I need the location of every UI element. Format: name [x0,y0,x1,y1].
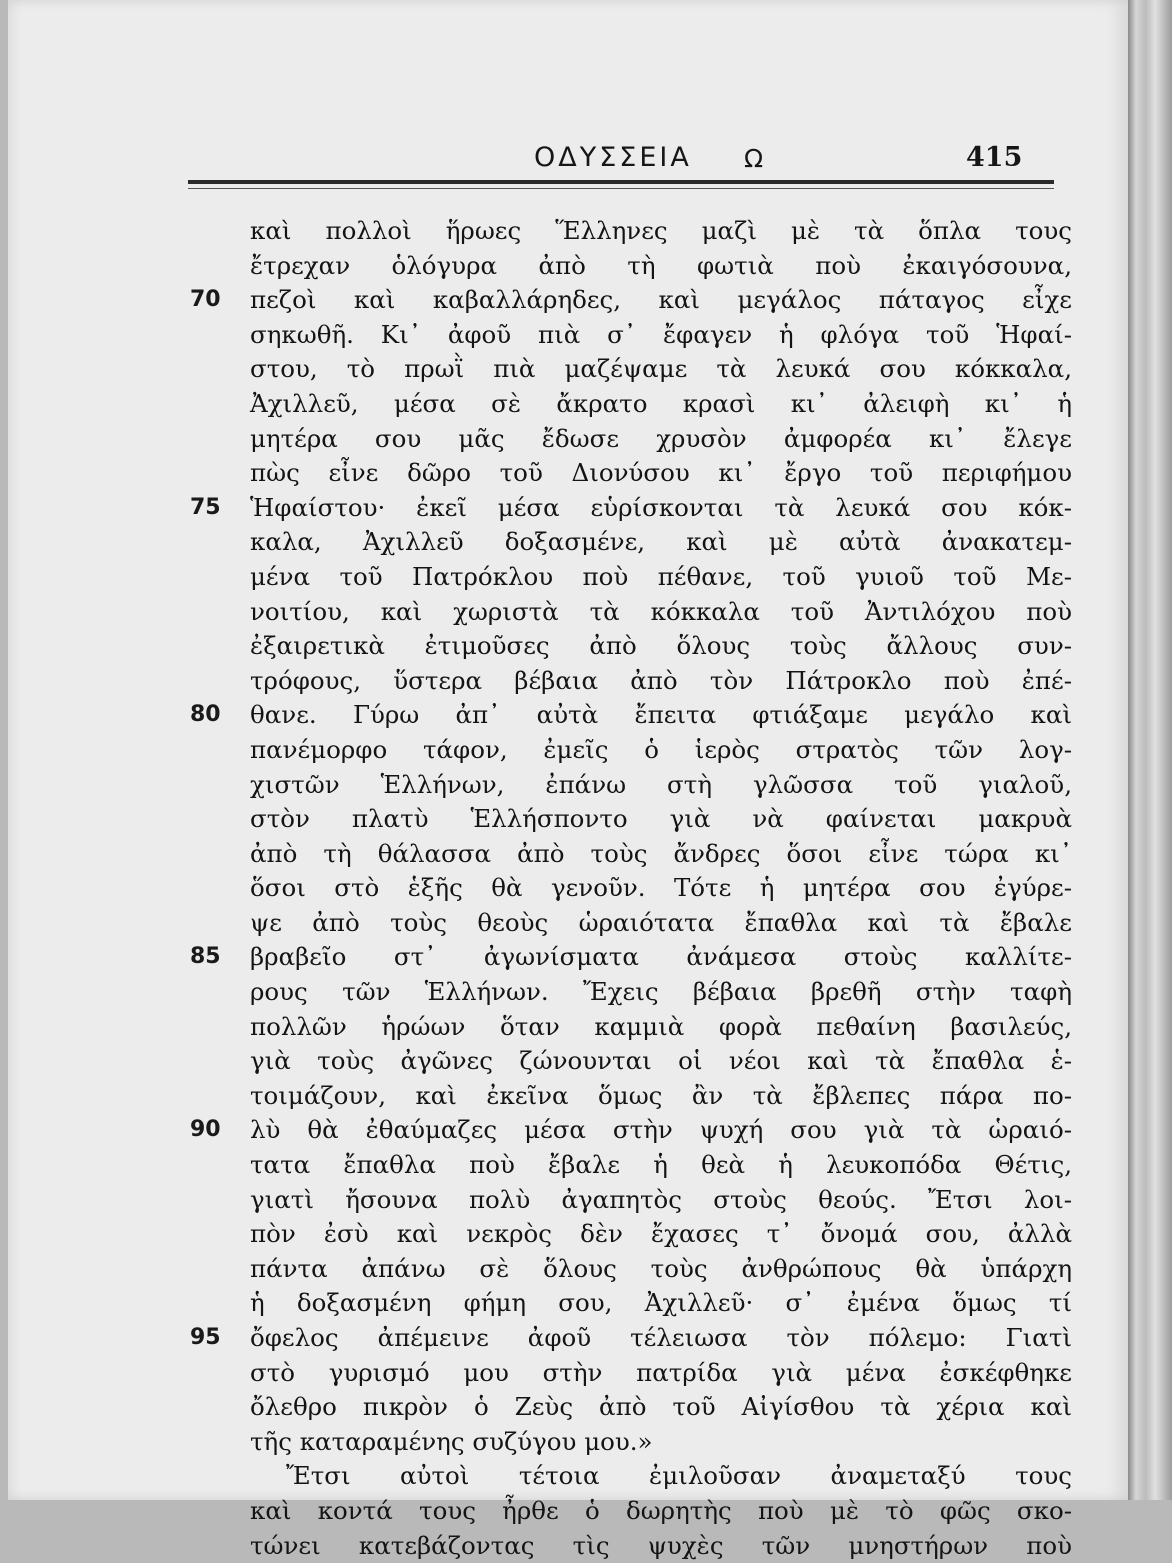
text-line [190,214,1080,249]
line-text: πὸν ἐσὺ καὶ νεκρὸς δὲν ἔχασες τ᾿ ὄνομά σου, ἀλλὰ [250,1219,1072,1249]
text-line [190,664,1080,699]
text-line [190,940,1080,975]
text-line [190,975,1080,1010]
text-line [190,1459,1080,1494]
line-text: ἔτρεχαν ὁλόγυρα ἀπὸ τὴ φωτιὰ ποὺ ἐκαιγόσουνα, [250,250,1072,280]
text-line [190,1010,1080,1045]
text-line [190,318,1080,353]
line-number: 80 [190,702,221,728]
line-text: Ἔτσι αὐτοὶ τέτοια ἐμιλοῦσαν ἀναμεταξύ τους [286,1461,1072,1491]
text-line [190,456,1080,491]
text-line [190,1356,1080,1391]
line-text: χιστῶν Ἑλλήνων, ἐπάνω στὴ γλῶσσα τοῦ γιαλοῦ, [250,769,1072,799]
text-line [190,1079,1080,1114]
line-text: ὅσοι στὸ ἑξῆς θὰ γενοῦν. Τότε ἡ μητέρα σου ἐγύρε- [250,873,1072,903]
header-rule-thin [188,188,1054,189]
header-title: ΟΔΥΣΣΕΙΑ [534,142,692,173]
text-line [190,1494,1080,1529]
line-text: πεζοὶ καὶ καβαλλάρηδες, καὶ μεγάλος πάταγος εἶχε [250,285,1072,315]
page-number: 415 [966,142,1023,173]
text-line [190,1529,1080,1563]
line-text: πὼς εἶνε δῶρο τοῦ Διονύσου κι᾿ ἔργο τοῦ περιφήμου [250,458,1072,488]
line-text: πολλῶν ἡρώων ὅταν καμμιὰ φορὰ πεθαίνη βασιλεύς, [250,1011,1072,1041]
text-line [190,595,1080,630]
text-line [190,1390,1080,1425]
line-text: Ἀχιλλεῦ, μέσα σὲ ἄκρατο κρασὶ κι᾿ ἀλειφὴ κι᾿ ἡ [250,388,1072,418]
line-number: 70 [190,287,221,313]
text-line [190,1252,1080,1287]
text-line [190,352,1080,387]
text-line [190,698,1080,733]
line-text: τατα ἔπαθλα ποὺ ἔβαλε ἡ θεὰ ἡ λευκοπόδα Θέτις, [250,1150,1072,1180]
text-line [190,906,1080,941]
line-number: 90 [190,1117,221,1143]
text-line [190,1321,1080,1356]
line-text: τρόφους, ὕστερα βέβαια ἀπὸ τὸν Πάτροκλο ποὺ ἐπέ- [250,665,1072,695]
line-text: Ἡφαίστου· ἐκεῖ μέσα εὑρίσκονται τὰ λευκά σου κόκ- [250,492,1072,522]
text-line [190,283,1080,318]
text-line [190,1113,1080,1148]
running-header [188,142,1054,182]
line-number: 75 [190,494,221,520]
text-line [190,422,1080,457]
text-line [190,629,1080,664]
line-text: στὸν πλατὺ Ἑλλήσποντο γιὰ νὰ φαίνεται μακρυὰ [250,804,1072,834]
line-text: σηκωθῆ. Κι᾿ ἀφοῦ πιὰ σ᾿ ἔφαγεν ἡ φλόγα τοῦ Ἡφαί- [250,319,1072,349]
line-text: βραβεῖο στ᾿ ἀγωνίσματα ἀνάμεσα στοὺς καλλίτε- [250,942,1072,972]
page-edge [1128,0,1172,1500]
text-line [190,768,1080,803]
text-line [190,1044,1080,1079]
line-text: μητέρα σου μᾶς ἔδωσε χρυσὸν ἀμφορέα κι᾿ ἔλεγε [250,423,1072,453]
text-line [190,491,1080,526]
line-text: γιατὶ ἤσουνα πολὺ ἀγαπητὸς στοὺς θεούς. Ἔτσι λοι- [250,1184,1072,1214]
book-page [8,0,1128,1560]
line-text: πανέμορφο τάφον, ἐμεῖς ὁ ἱερὸς στρατὸς τῶν λογ- [250,734,1072,764]
line-text: τῆς καταραμένης συζύγου μου.» [250,1426,653,1456]
line-number: 85 [190,944,221,970]
text-line [190,525,1080,560]
line-text: μένα τοῦ Πατρόκλου ποὺ πέθανε, τοῦ γυιοῦ τοῦ Με- [250,561,1072,591]
line-text: καλα, Ἀχιλλεῦ δοξασμένε, καὶ μὲ αὐτὰ ἀνακατεμ- [250,527,1072,557]
text-line [190,871,1080,906]
line-text: στου, τὸ πρωῒ πιὰ μαζέψαμε τὰ λευκά σου κόκκαλα, [250,354,1072,384]
line-text: λὺ θὰ ἐθαύμαζες μέσα στὴν ψυχή σου γιὰ τὰ ὡραιό- [250,1115,1072,1145]
line-text: ὄλεθρο πικρὸν ὁ Ζεὺς ἀπὸ τοῦ Αἰγίσθου τὰ χέρια καὶ [250,1392,1072,1422]
line-text: ρους τῶν Ἑλλήνων. Ἔχεις βέβαια βρεθῆ στὴν ταφὴ [250,977,1072,1007]
line-text: στὸ γυρισμό μου στὴν πατρίδα γιὰ μένα ἐσκέφθηκε [250,1357,1072,1387]
text-line [190,1286,1080,1321]
text-line [190,802,1080,837]
line-text: πάντα ἀπάνω σὲ ὅλους τοὺς ἀνθρώπους θὰ ὑπάρχη [250,1253,1072,1283]
text-line [190,1148,1080,1183]
line-text: καὶ πολλοὶ ἥρωες Ἕλληνες μαζὶ μὲ τὰ ὅπλα τους [250,216,1072,245]
header-rule [188,180,1054,184]
text-line [190,249,1080,284]
line-text: γιὰ τοὺς ἀγῶνες ζώνουνται οἱ νέοι καὶ τὰ ἔπαθλα ἑ- [250,1046,1072,1076]
line-text: νοιτίου, καὶ χωριστὰ τὰ κόκκαλα τοῦ Ἀντιλόχου ποὺ [250,596,1072,626]
line-text: ψε ἀπὸ τοὺς θεοὺς ὡραιότατα ἔπαθλα καὶ τὰ ἔβαλε [250,907,1072,937]
line-text: τοιμάζουν, καὶ ἐκεῖνα ὅμως ἂν τὰ ἔβλεπες πάρα πο- [250,1080,1072,1110]
text-line [190,560,1080,595]
line-text: ἡ δοξασμένη φήμη σου, Ἀχιλλεῦ· σ᾿ ἐμένα ὅμως τί [250,1288,1072,1318]
line-text: θανε. Γύρω ἀπ᾿ αὐτὰ ἔπειτα φτιάξαμε μεγάλο καὶ [250,700,1072,730]
text-line [190,733,1080,768]
line-text: τώνει κατεβάζοντας τὶς ψυχὲς τῶν μνηστήρων ποὺ [250,1530,1072,1560]
text-line [190,387,1080,422]
line-text: καὶ κοντά τους ἦρθε ὁ δωρητὴς ποὺ μὲ τὸ φῶς σκο- [250,1495,1072,1525]
text-block [190,214,1080,1563]
text-line [190,1425,1080,1460]
line-text: ἐξαιρετικὰ ἐτιμοῦσες ἀπὸ ὅλους τοὺς ἄλλους συν- [250,631,1072,661]
header-book-letter: Ω [744,144,764,173]
line-number: 95 [190,1325,221,1350]
text-line [190,1183,1080,1218]
line-text: ὄφελος ἀπέμεινε ἀφοῦ τέλειωσα τὸν πόλεμο: Γιατὶ [250,1323,1072,1352]
text-line [190,1217,1080,1252]
line-text: ἀπὸ τὴ θάλασσα ἀπὸ τοὺς ἄνδρες ὅσοι εἶνε τώρα κι᾿ [250,838,1072,868]
text-line [190,837,1080,872]
